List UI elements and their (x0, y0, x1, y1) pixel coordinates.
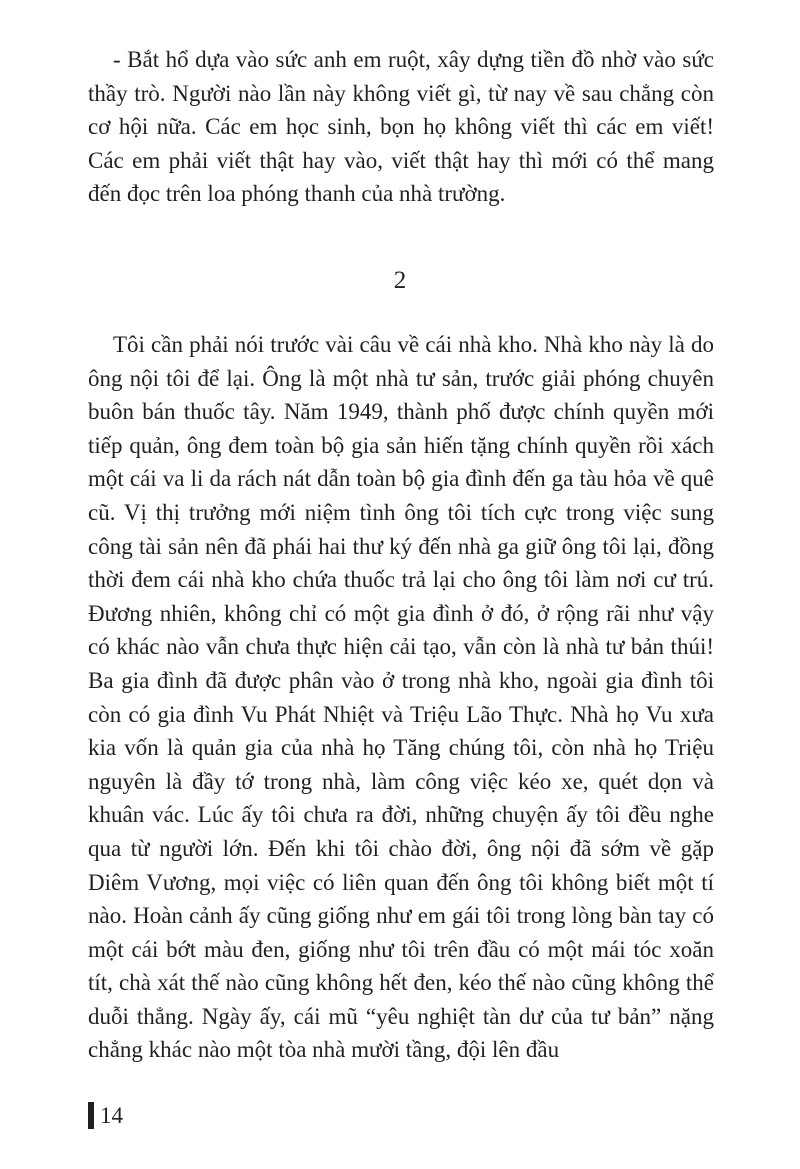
section-number: 2 (393, 267, 407, 294)
page-number: 14 (100, 1102, 123, 1128)
paragraph-intro: - Bắt hổ dựa vào sức anh em ruột, xây dựng tiền đồ nhờ vào sức thầy trò. Người nào lần này không viết gì, từ nay về sau chẳng còn cơ hội nữa. Các em học sinh, bọn họ không viết thì các em viết! Các em phải viết thật hay vào, viết thật hay thì mới có thể mang đến đọc trên loa phóng thanh của nhà trường. (88, 47, 714, 207)
page-footer (88, 1100, 123, 1130)
paragraph-main: Tôi cần phải nói trước vài câu về cái nhà kho. Nhà kho này là do ông nội tôi để lại. Ông là một nhà tư sản, trước giải phóng chuyên buôn bán thuốc tây. Năm 1949, thành phố được chính quyền mới tiếp quản, ông đem toàn bộ gia sản hiến tặng chính quyền rồi xách một cái va li da rách nát dẫn toàn bộ gia đình đến ga tàu hỏa về quê cũ. Vị thị trưởng mới niệm tình ông tôi tích cực trong việc sung công tài sản nên đã phái hai thư ký đến nhà ga giữ ông tôi lại, đồng thời đem cái nhà kho chứa thuốc trả lại cho ông tôi làm nơi cư trú. Đương nhiên, không chỉ có một gia đình ở đó, ở rộng rãi như vậy có khác nào vẫn chưa thực hiện cải tạo, vẫn còn là nhà tư bản thúi! Ba gia đình đã được phân vào ở trong nhà kho, ngoài gia đình tôi còn có gia đình Vu Phát Nhiệt và Triệu Lão Thực. Nhà họ Vu xưa kia vốn là quản gia của nhà họ Tăng chúng tôi, còn nhà họ Triệu nguyên là đầy tớ trong nhà, làm công việc kéo xe, quét dọn và khuân vác. Lúc ấy tôi chưa ra đời, những chuyện ấy tôi đều nghe qua từ người lớn. Đến khi tôi chào đời, ông nội đã sớm về gặp Diêm Vương, mọi việc có liên quan đến ông tôi không biết một tí nào. Hoàn cảnh ấy cũng giống như em gái tôi trong lòng bàn tay có một cái bớt màu đen, giống như tôi trên đầu có một mái tóc xoăn tít, chà xát thế nào cũng không hết đen, kéo thế nào cũng không thể duỗi thẳng. Ngày ấy, cái mũ “yêu nghiệt tàn dư của tư bản” nặng chẳng khác nào một tòa nhà mười tầng, đội lên đầu (88, 332, 714, 1063)
folio-marker-bar (88, 1102, 94, 1129)
